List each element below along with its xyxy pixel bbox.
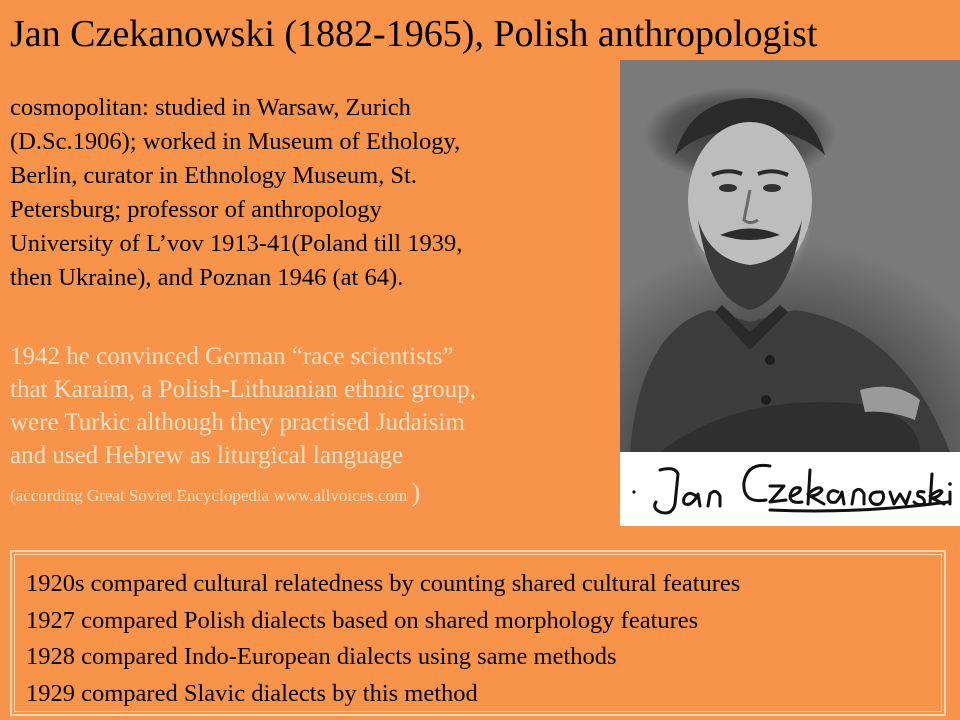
bio-line: University of L’vov 1913-41(Poland till 1939, bbox=[10, 230, 463, 257]
bio-line: Berlin, curator in Ethnology Museum, St. bbox=[10, 162, 417, 189]
timeline-item: 1929 compared Slavic dialects by this method bbox=[26, 679, 478, 707]
note-source-close: ) bbox=[411, 478, 421, 507]
portrait-illustration bbox=[620, 60, 960, 452]
bio-line: Petersburg; professor of anthropology bbox=[10, 196, 382, 223]
signature-illustration bbox=[620, 452, 960, 526]
note-line: were Turkic although they practised Judaisim bbox=[10, 409, 465, 436]
timeline-item: 1920s compared cultural relatedness by counting shared cultural features bbox=[26, 570, 741, 597]
note-line: 1942 he convinced German “race scientists” bbox=[10, 343, 454, 370]
bio-line: then Ukraine), and Poznan 1946 (at 64). bbox=[10, 264, 404, 291]
portrait-photo bbox=[620, 60, 960, 452]
karaim-note bbox=[10, 340, 615, 512]
timeline-item: 1928 compared Indo-European dialects using same methods bbox=[26, 643, 617, 670]
timeline-item: 1927 compared Polish dialects based on shared morphology features bbox=[26, 606, 699, 634]
bio-line: cosmopolitan: studied in Warsaw, Zurich bbox=[10, 94, 411, 121]
note-line: and used Hebrew as liturgical language bbox=[10, 442, 404, 469]
note-source-text: (according Great Soviet Encyclopedia www.allvoices.com bbox=[10, 486, 408, 505]
bio-line: (D.Sc.1906); worked in Museum of Ethology, bbox=[10, 128, 461, 155]
timeline-list bbox=[26, 566, 944, 712]
signature-image bbox=[620, 452, 960, 526]
biography-text bbox=[10, 91, 610, 295]
slide-title: Jan Czekanowski (1882-1965), Polish anthropologist bbox=[10, 13, 818, 55]
timeline-box bbox=[10, 550, 946, 716]
note-line: that Karaim, a Polish-Lithuanian ethnic group, bbox=[10, 376, 476, 403]
note-source bbox=[10, 476, 615, 512]
